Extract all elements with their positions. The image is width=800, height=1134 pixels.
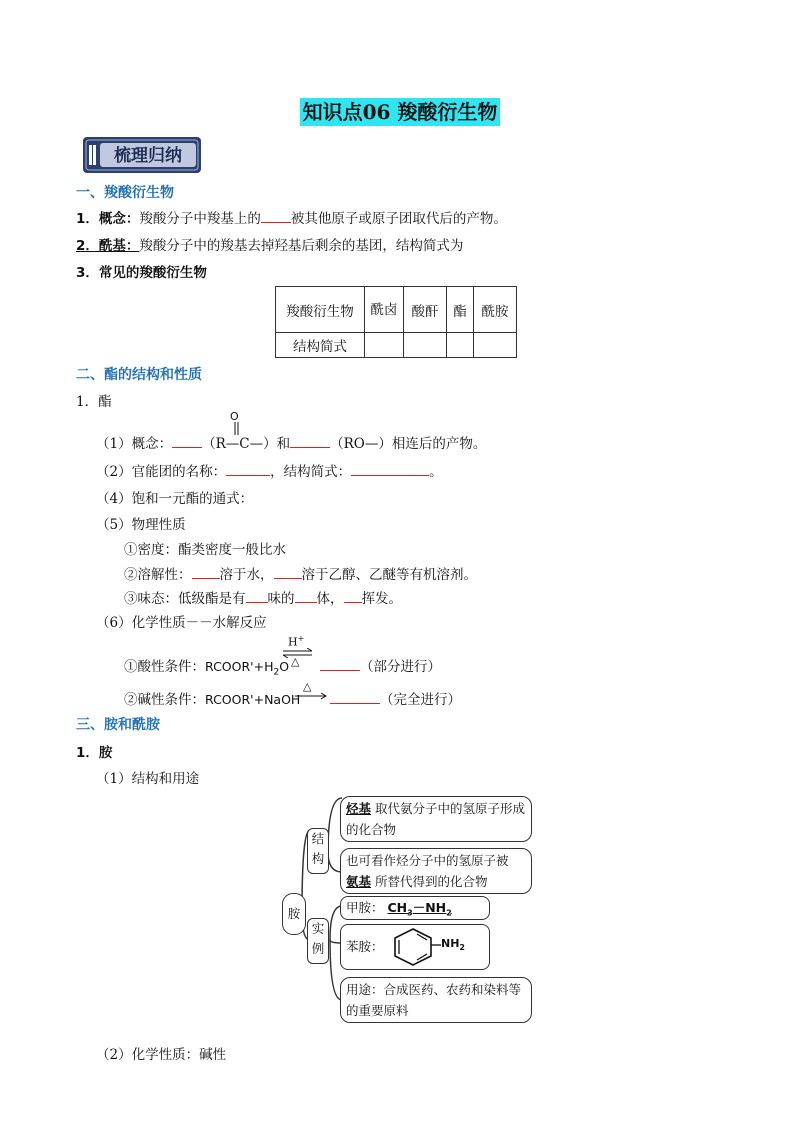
mindmap-branch-structure: 结 构 bbox=[307, 828, 329, 874]
derivatives-table bbox=[275, 286, 517, 358]
benzene-ring-icon bbox=[389, 927, 437, 967]
mindmap-box-aniline: 苯胺： $NH_2$ bbox=[340, 924, 490, 970]
acid-heat: △ bbox=[291, 655, 300, 668]
section-banner bbox=[83, 137, 201, 173]
mindmap-box-definition2: 也可看作烃分子中的氢原子被 氨基 所替代得到的化合物 bbox=[340, 848, 532, 894]
functional-group-line: （2）官能团的名称： ，结构简式： 。 bbox=[96, 464, 443, 480]
mindmap-box-definition1: 烃基 取代氨分子中的氢原子形成 的化合物 bbox=[340, 796, 532, 842]
blank bbox=[330, 691, 380, 704]
hydrolysis-heading: （6）化学性质－－水解反应 bbox=[96, 615, 267, 631]
section-heading-1: 一、羧酸衍生物 bbox=[76, 185, 174, 201]
acyl-line: 2．酰基：羧酸分子中的羧基去掉羟基后剩余的基团，结构简式为 bbox=[76, 238, 464, 254]
blank bbox=[320, 658, 360, 671]
mindmap-root: 胺 bbox=[282, 893, 306, 935]
table-cell: 酯 bbox=[447, 287, 474, 333]
common-derivatives-heading: 3．常见的羧酸衍生物 bbox=[76, 265, 207, 281]
blank bbox=[295, 590, 317, 603]
base-heat: △ bbox=[303, 680, 312, 693]
mindmap-box-uses: 用途：合成医药、农药和染料等 的重要原料 bbox=[340, 977, 532, 1023]
amine-item: 1．胺 bbox=[76, 745, 113, 761]
mindmap-branch-examples: 实 例 bbox=[307, 918, 329, 964]
structure-use-line: （1）结构和用途 bbox=[96, 771, 200, 787]
blank bbox=[226, 463, 270, 476]
ester-item: 1．酯 bbox=[76, 394, 112, 410]
blank bbox=[351, 463, 429, 476]
base-hydrolysis-line: ②碱性条件：RCOOR'+NaOH bbox=[124, 692, 301, 708]
table-cell bbox=[474, 333, 517, 358]
ester-concept-line: （1）概念： （R—C—）和 （RO—）相连后的产物。 bbox=[96, 436, 487, 452]
table-cell bbox=[365, 333, 404, 358]
concept-line: 1．概念：羧酸分子中羧基上的 被其他原子或原子团取代后的产物。 bbox=[76, 211, 507, 227]
table-cell: 酰胺 bbox=[474, 287, 517, 333]
blank bbox=[274, 566, 302, 579]
table-cell bbox=[404, 333, 447, 358]
table-cell bbox=[447, 333, 474, 358]
section-heading-3: 三、胺和酰胺 bbox=[76, 717, 160, 733]
blank bbox=[344, 590, 362, 603]
section-heading-2: 二、酯的结构和性质 bbox=[76, 367, 202, 383]
chemical-property-line: （2）化学性质：碱性 bbox=[96, 1047, 227, 1063]
acid-product-line: （部分进行） bbox=[320, 655, 441, 675]
table-cell: 酰卤 bbox=[365, 287, 404, 333]
carbonyl-oxygen: O bbox=[230, 410, 239, 423]
carbonyl-double-bond bbox=[232, 422, 242, 436]
arrow-icon bbox=[294, 692, 328, 700]
general-formula-line: （4）饱和一元酯的通式： bbox=[96, 491, 254, 507]
solubility-line: ②溶解性： 溶于水， 溶于乙醇、乙醚等有机溶剂。 bbox=[124, 567, 477, 583]
base-product-line: （完全进行） bbox=[330, 688, 461, 708]
blank bbox=[261, 210, 291, 223]
blank bbox=[290, 435, 330, 448]
page-title: 知识点06 羧酸衍生物 bbox=[0, 96, 800, 125]
density-line: ①密度：酯类密度一般比水 bbox=[124, 542, 286, 558]
mindmap-box-methylamine: 甲胺： $CH_3-NH_2$ bbox=[340, 896, 490, 920]
smell-state-line: ③味态：低级酯是有 味的 体， 挥发。 bbox=[124, 591, 402, 607]
blank bbox=[246, 590, 268, 603]
acid-hydrolysis-line: ①酸性条件：$RCOOR'+H_2O$ bbox=[124, 659, 290, 678]
banner-text: 梳理归纳 bbox=[114, 146, 182, 166]
table-cell: 结构简式 bbox=[276, 333, 365, 358]
table-cell: 羧酸衍生物 bbox=[276, 287, 365, 333]
blank bbox=[192, 566, 220, 579]
physical-properties-line: （5）物理性质 bbox=[96, 517, 186, 533]
table-cell: 酸酐 bbox=[404, 287, 447, 333]
acid-catalyst: H+ bbox=[288, 634, 305, 649]
blank bbox=[172, 435, 202, 448]
